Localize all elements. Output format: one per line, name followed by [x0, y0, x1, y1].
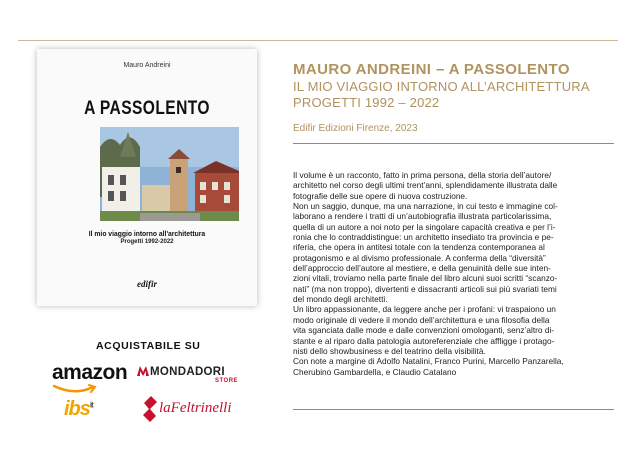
- amazon-link[interactable]: amazon: [52, 361, 128, 384]
- ibs-label: ibs: [64, 398, 90, 420]
- mondadori-store-link[interactable]: [137, 366, 225, 378]
- description-line: dell’approccio dell’autore al mestiere, e della genuinità delle sue inten-: [293, 263, 551, 274]
- description-line: zioni vitali, troviamo nella parte finale del libro alcuni suoi scritti “scanzo-: [293, 273, 558, 284]
- publisher-line: Edifir Edizioni Firenze, 2023: [293, 123, 418, 134]
- cover-photo: [100, 127, 239, 221]
- cover-years: Progetti 1992-2022: [120, 239, 174, 245]
- description-line: Non un saggio, dunque, ma una narrazione, in cui testo e immagine col-: [293, 201, 558, 212]
- ibs-suffix: it: [89, 400, 93, 410]
- description-line: riferia, che opera in antitesi totale con la tendenza contemporanea al: [293, 242, 545, 253]
- top-divider: [18, 40, 618, 41]
- description-line: ronia che lo contraddistingue: un architetto insediato tra provincia e pe-: [293, 232, 554, 243]
- description-line: vita sganciata dalle mode e dalle convenzioni omologanti, senz’altro di-: [293, 325, 555, 336]
- cover-title: A PASSOLENTO: [84, 98, 210, 119]
- feltrinelli-mark-icon: [142, 396, 158, 422]
- description-line: architetto nel corso degli ultimi trent’anni, splendidamente illustrata dalle: [293, 180, 558, 191]
- mondadori-store-tag: STORE: [215, 378, 239, 384]
- description-line: Con note a margine di Adolfo Natalini, Franco Purini, Marcello Panzarella,: [293, 356, 564, 367]
- subtitle-line: PROGETTI 1992 – 2022: [293, 94, 440, 110]
- book-cover: [37, 49, 257, 306]
- amazon-smile-icon: [53, 384, 97, 394]
- description-line: nati” (ma non troppo), divertenti e dissacranti articoli sui più svariati temi: [293, 283, 557, 294]
- ibs-link[interactable]: [64, 398, 93, 421]
- description-line: Cherubino Gambardella, e Claudio Catalano: [293, 366, 457, 377]
- description-text: [293, 170, 619, 377]
- description-line: Il volume è un racconto, fatto in prima persona, della storia dell’autore/: [293, 170, 552, 180]
- buy-heading: ACQUISTABILE SU: [96, 340, 201, 352]
- description-line: stante e al riparo dalla patologia autoreferenziale che affligge i protago-: [293, 335, 555, 346]
- divider: [293, 409, 614, 410]
- feltrinelli-link[interactable]: laFeltrinelli: [159, 400, 232, 416]
- mondadori-m-icon: [137, 366, 149, 376]
- cover-subtitle: Il mio viaggio intorno all'architettura: [88, 229, 206, 238]
- description-line: nisti dello showbusiness e del teatrino della visibilità.: [293, 345, 486, 356]
- subtitle-line: IL MIO VIAGGIO INTORNO ALL’ARCHITETTURA: [293, 79, 590, 94]
- description-line: protagonismo e al divismo professionale. A conferma della “diversità”: [293, 252, 546, 263]
- description-line: del mondo degli architetti.: [293, 294, 388, 305]
- description-line: laborano a rendere i tratti di un’autobiografia illustrata particolarissima,: [293, 211, 552, 222]
- cover-author: Mauro Andreini: [123, 62, 171, 69]
- divider: [293, 143, 614, 144]
- cover-publisher-logo: edifir: [137, 279, 157, 289]
- page-title: MAURO ANDREINI – A PASSOLENTO: [293, 61, 570, 78]
- page-subtitle: [293, 79, 590, 110]
- description-line: Un libro appassionante, da leggere anche per i profani: vi traspaiono un: [293, 304, 556, 315]
- mondadori-label: MONDADORI: [150, 366, 225, 378]
- description-line: modo originale di vedere il mondo dell’architettura e una filosofia della: [293, 314, 550, 325]
- description-line: fotografie delle sue opere di nuova costruzione.: [293, 190, 468, 201]
- description-line: quella di un autore a noi noto per la singolare capacità creativa e per l’i-: [293, 221, 556, 232]
